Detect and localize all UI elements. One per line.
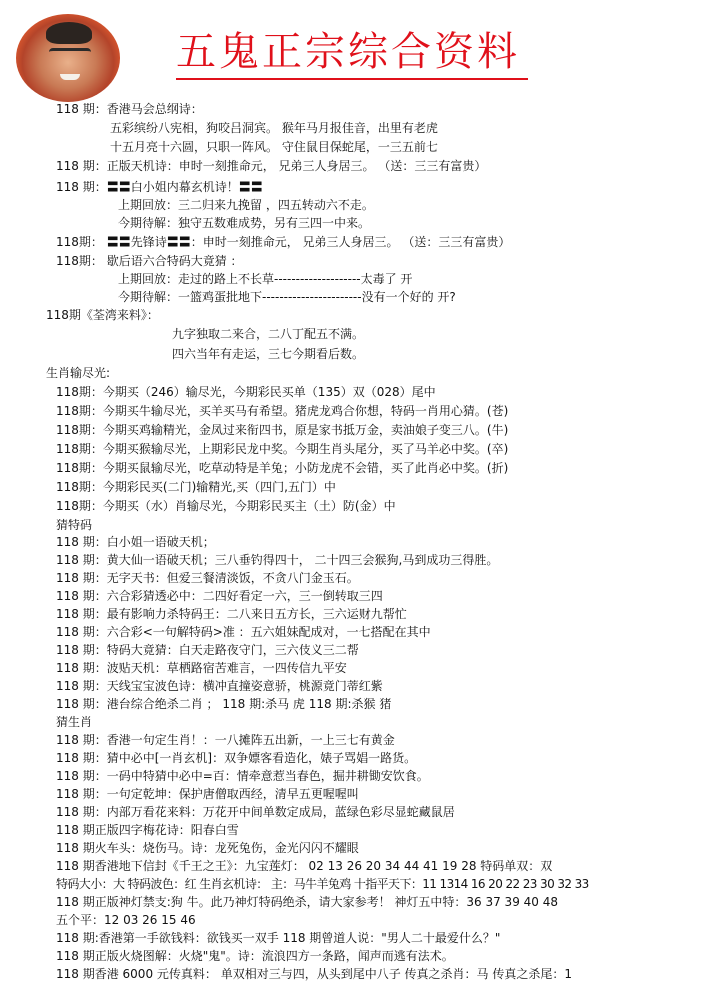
list-item: 五个平：12 03 26 15 46 [56, 913, 196, 927]
list-item: 118期：今期买（水）肖输尽光，今期彩民买主（土）防(金）中 [56, 499, 396, 513]
list-item: 118 期正版四字梅花诗：阳春白雪 [56, 823, 239, 837]
list-item: 118 期：一句定乾坤：保护唐僧取西经，清早五更喔喔叫 [56, 787, 359, 801]
list-item: 118 期：一码中特猜中必中=百：情牵意惹当春色，掘井耕锄安饮食。 [56, 769, 429, 783]
text-line: 上期回放：三二归来九挽留 ，四五转动六不走。 [118, 198, 374, 212]
list-item: 118 期：港台综合绝杀二肖 ； 118 期:杀马 虎 118 期:杀猴 猪 [56, 697, 392, 711]
list-item: 118 期：六合彩猜透必中：二四好看定一六，三一倒转取三四 [56, 589, 383, 603]
list-item: 118 期：黄大仙一语破天机；三八垂钓得四十， 二十四三会猴狗,马到成功三得胜。 [56, 553, 499, 567]
list-item: 118 期：六合彩<一句解特码>准 ：五六姐妹配成对，一七搭配在其中 [56, 625, 431, 639]
page-title: 五鬼正宗综合资料 [176, 29, 520, 75]
avatar-mouth [60, 74, 80, 80]
section-title: 猜生肖 [56, 715, 93, 729]
text-line: 118 期：〓〓白小姐内幕玄机诗！〓〓 [56, 180, 263, 194]
list-item: 118期：今期彩民买(二门)输精光,买（四门,五门）中 [56, 480, 336, 494]
list-item: 118期：今期买猴输尽光，上期彩民龙中奖。今期生肖头尾分，买了马羊必中奖。(卒) [56, 442, 509, 456]
list-item: 118 期香港地下信封《千王之王》：九宝莲灯： 02 13 26 20 34 44 41 19 28 特码单双：双 [56, 859, 553, 873]
text-line: 118 期：正版天机诗：申时一刻推命元， 兄弟三人身居三。 （送：三三有富贵） [56, 159, 487, 173]
avatar-hair [46, 22, 92, 44]
text-line: 118 期：香港马会总纲诗： [56, 102, 203, 116]
list-item: 118 期：白小姐一语破天机； [56, 535, 215, 549]
list-item: 118 期：猜中必中[一肖玄机]：双争嫖客看造化，婊子骂娼一路货。 [56, 751, 417, 765]
list-item: 118期：今期买（246）输尽光，今期彩民买单（135）双（028）尾中 [56, 385, 436, 399]
text-line: 九字独取二来合，二八丁配五不满。 [172, 327, 365, 341]
list-item: 118期：今期买鼠输尽光，吃草动特是羊兔；小防龙虎不会错，买了此肖必中奖。(折) [56, 461, 509, 475]
title-underline [176, 78, 528, 80]
list-item: 118 期：波贴天机：草栖路宿苦难言，一四传信九平安 [56, 661, 347, 675]
text-line: 五彩缤纷八宪相，狗咬吕洞宾。 猴年马月报佳音，出里有老虎 [110, 121, 438, 135]
list-item: 118 期火车头：烧伤马。诗：龙死兔伤，金光闪闪不耀眼 [56, 841, 359, 855]
text-line: 118期《荃湾来料》： [46, 308, 159, 322]
list-item: 118 期：天线宝宝波色诗：横冲直撞姿意骄，桃源竟门蒂红紫 [56, 679, 383, 693]
text-line: 十五月亮十六圆，只职一阵风。 守住鼠目保蛇尾，一三五前七 [110, 140, 438, 154]
list-item: 特码大小：大 特码波色：红 生肖玄机诗： 主：马牛羊兔鸡 十指平天下：11 1314 16 20 22 23 30 32 33 [56, 877, 589, 891]
list-item: 118 期：无字天书：但爱三餐清淡饭，不贪八门金玉石。 [56, 571, 359, 585]
text-line: 118期： 〓〓先锋诗〓〓：申时一刻推命元， 兄弟三人身居三。 （送：三三有富贵） [56, 235, 511, 249]
list-item: 118期：今期买鸡输精光，金凤过来衔四书，原是家书抵万金，卖油娘子变三八。(牛) [56, 423, 509, 437]
list-item: 118 期：内部万看花来料：万花开中间单数定成局，蓝绿色彩尽显蛇藏鼠居 [56, 805, 455, 819]
section-title: 生肖输尽光: [46, 366, 111, 380]
text-line: 上期回放：走过的路上不长草--------------------太毒了 开 [118, 272, 413, 286]
text-line: 今期待解：独守五数难成势，另有三四一中来。 [118, 216, 371, 230]
list-item: 118 期:香港第一手欲钱料：欲钱买一双手 118 期曾道人说："男人二十最爱什么？" [56, 931, 501, 945]
section-title: 猜特码 [56, 518, 93, 532]
list-item: 118 期正版火烧图解：火烧"鬼"。诗：流浪四方一条路，闻声而逃有法术。 [56, 949, 454, 963]
list-item: 118 期香港 6000 元传真料： 单双相对三与四，从头到尾中八子 传真之杀肖：马 传真之杀尾：1 [56, 967, 572, 981]
text-line: 118期： 歇后语六合特码大竟猜 ： [56, 254, 243, 268]
list-item: 118期：今期买牛输尽光，买羊买马有希望。猪虎龙鸡合你想，特码一肖用心猜。(苍) [56, 404, 509, 418]
list-item: 118 期：特码大竟猜：白天走路夜守门，三六伎义三二帮 [56, 643, 359, 657]
text-line: 今期待解：一篮鸡蛋批地下-----------------------没有一个好的 开? [118, 290, 456, 304]
list-item: 118 期正版神灯禁支:狗 牛。此乃神灯特码绝杀，请大家参考！ 神灯五中特：36 37 39 40 48 [56, 895, 558, 909]
text-line: 四六当年有走运，三七今期看后数。 [172, 347, 365, 361]
avatar-glasses [49, 48, 91, 61]
avatar [16, 14, 120, 102]
list-item: 118 期：最有影响力杀特码王：二八来日五方长，三六运财九帮忙 [56, 607, 407, 621]
list-item: 118 期：香港一句定生肖！：一八摊阵五出新，一上三七有黄金 [56, 733, 395, 747]
